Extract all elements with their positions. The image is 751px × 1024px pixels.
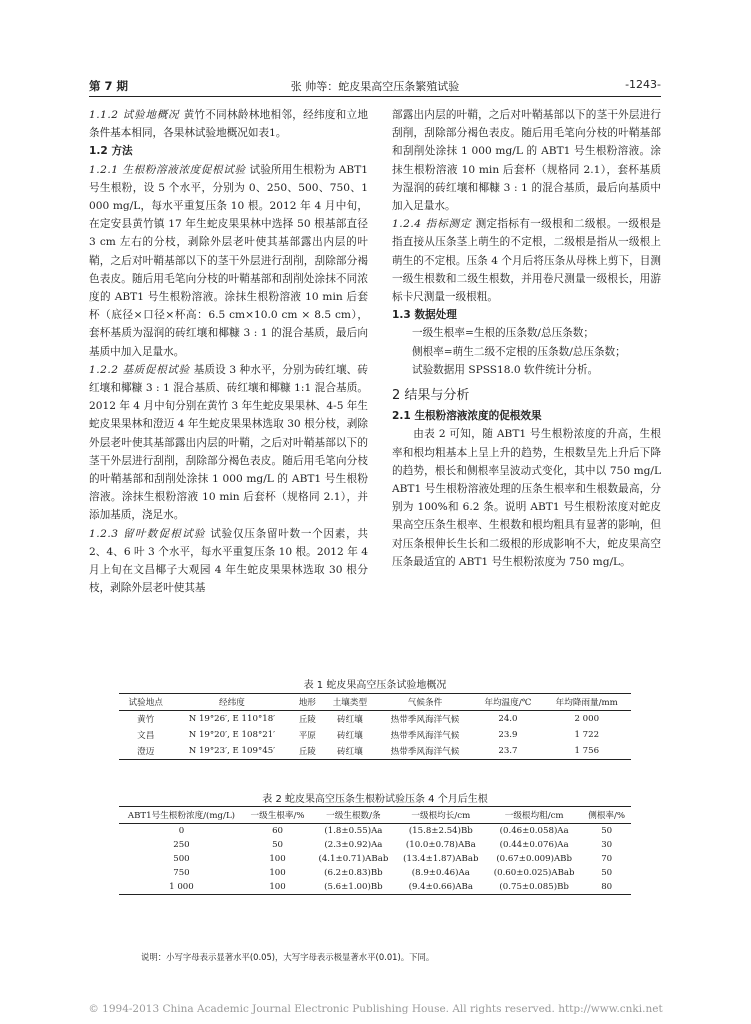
table-cell: 澄迈 <box>119 743 172 760</box>
table-cell: (0.75±0.085)Bb <box>486 880 582 895</box>
table-cell: N 19°23′, E 109°45′ <box>172 743 291 760</box>
table-cell: 60 <box>272 826 283 836</box>
table-cell: 50 <box>601 826 613 836</box>
table-cell: (4.1±0.71)ABab <box>318 854 389 864</box>
table-header-cell: 侧根率/% <box>582 807 631 824</box>
table-cell: (13.4±1.87)ABab <box>403 854 479 864</box>
table-cell: 丘陵 <box>298 715 316 725</box>
section-heading: 1.3 数据处理 <box>392 309 457 322</box>
table1 <box>119 693 631 760</box>
table-cell: 1 756 <box>543 743 631 760</box>
table-cell: (5.6±1.00)Bb <box>311 880 395 895</box>
paragraph-text: 测定指标有一级根和二级根。一级根是指直接从压条茎上萌生的不定根，二级根是指从一级根上萌生的不定根。压条 4 个月后将压条从母株上剪下，目测一级生根数和二级生根数，并用卷尺测量一级根长，用游标卡尺测量一级根粗。 <box>392 218 661 304</box>
table-cell: 1 722 <box>574 730 600 740</box>
table-cell: (0.60±0.025)ABab <box>493 868 575 878</box>
left-column <box>89 106 368 597</box>
page-header <box>89 74 661 97</box>
table-header-cell: 土壤类型 <box>323 694 376 711</box>
table-note: 说明：小写字母表示显著水平(0.05)，大写字母表示极显著水平(0.01)。下同。 <box>141 952 435 962</box>
table-cell: 砖红壤 <box>323 743 376 760</box>
table-cell: (9.4±0.66)ABa <box>396 880 486 895</box>
table-cell: 100 <box>269 868 286 878</box>
table-cell: 750 <box>173 868 190 878</box>
page-number: -1243- <box>625 78 661 91</box>
body-paragraph: 部露出内层的叶鞘，之后对叶鞘基部以下的茎干外层进行刮削，刮除部分褐色表皮。随后用毛笔向分枝的叶鞘基部和刮削处涂抹 1 000 mg/L 的 ABT1 号生根粉溶液。涂抹生根粉溶液 10 min 后套杯（规格同 2.1），套杯基质为湿润的砖红壤和椰糠 3 : 1 的混合基质，最后向基质中加入足量水。 <box>392 109 661 213</box>
table-cell: 500 <box>173 854 190 864</box>
table-cell: (0.44±0.076)Aa <box>499 840 569 850</box>
copyright-footer: © 1994-2013 China Academic Journal Electronic Publishing House. All rights reserved. http://www.cnki.net <box>88 1003 663 1015</box>
table-header-cell: 一级根均长/cm <box>396 807 486 824</box>
formula-line: 试验数据用 SPSS18.0 软件统计分析。 <box>412 363 599 376</box>
body-paragraph <box>89 161 368 361</box>
table-header-cell: ABT1号生根粉浓度/(mg/L) <box>119 807 244 824</box>
table-cell: (0.67±0.009)ABb <box>496 854 572 864</box>
table-cell: 50 <box>601 868 613 878</box>
body-paragraph <box>89 106 368 142</box>
table-cell: 250 <box>173 840 190 850</box>
table-cell: 砖红壤 <box>337 731 363 741</box>
paragraph-text: 试验所用生根粉为 ABT1 号生根粉，设 5 个水平，分别为 0、250、500、750、1 000 mg/L，每水平重复压条 10 根。2012 年 4 月中旬，在定安县黄竹镇 17 年生蛇皮果果林中选择 50 根基部直径 3 cm 左右的分枝，剥除外层老叶使其基部露出内层的叶鞘，之后对叶鞘基部以下的茎干外层进行刮削，刮除部分褐色表皮。随后用毛笔向分枝的叶鞘基部和刮削处涂抹不同浓度的 ABT1 号生根粉溶液。涂抹生根粉溶液 10 min 后套杯（底径×口径×杯高：6.5 cm×10.0 cm × 8.5 cm），套杯基质为湿润的砖红壤和椰糠 3 : 1 的混合基质，最后向基质中加入足量水。 <box>89 163 368 358</box>
table-cell: (6.2±0.83)Bb <box>324 868 383 878</box>
table-cell: 热带季风海洋气候 <box>390 731 460 741</box>
table-cell: 80 <box>582 880 631 895</box>
right-column <box>392 106 661 571</box>
table-header-cell: 年均温度/℃ <box>473 694 542 711</box>
table-cell: 热带季风海洋气候 <box>390 715 460 725</box>
paragraph-text: 基质设 3 种水平，分别为砖红壤、砖红壤和椰糠 3 : 1 混合基质、砖红壤和椰糠 1:1 混合基质。2012 年 4 月中旬分别在黄竹 3 年生蛇皮果果林、4-5 年生蛇皮果果林和澄迈 4 年生蛇皮果果林选取 30 根分枝，剥除外层老叶使其基部露出内层的叶鞘，之后对叶鞘基部以下的茎干外层进行刮削，刮除部分褐色表皮。随后用毛笔向分枝的叶鞘基部和刮削处涂抹 1 000 mg/L 的 ABT1 号生根粉溶液。涂抹生根粉溶液 10 min 后套杯（规格同 2.1），并添加基质，浇足水。 <box>89 363 368 522</box>
table-cell: 平原 <box>298 731 316 741</box>
paragraph-text: 试验仅压条留叶数一个因素，共 2、4、6 叶 3 个水平，每水平重复压条 10 根。2012 年 4 月上旬在文昌椰子大观园 4 年生蛇皮果果林选取 30 根分枝，剥除外层老叶使其基 <box>89 527 368 595</box>
table-cell: 50 <box>272 840 283 850</box>
subsection-label: 1.2.3 留叶数促根试验 <box>89 527 211 540</box>
table-header-cell: 地形 <box>291 694 323 711</box>
formula-line: 侧根率=萌生二级不定根的压条数/总压条数； <box>412 345 626 358</box>
formula-line: 一级生根率=生根的压条数/总压条数； <box>412 327 594 340</box>
table-header-cell: 经纬度 <box>172 694 291 711</box>
subsection-label: 1.1.2 试验地概况 <box>89 109 184 121</box>
table-row <box>119 727 631 743</box>
table-cell: 丘陵 <box>291 743 323 760</box>
table-header-cell: 年均降雨量/mm <box>543 694 631 711</box>
table-row <box>119 866 631 880</box>
table-cell: 23.9 <box>498 730 518 740</box>
table-row <box>119 743 631 760</box>
table-cell: (10.0±0.78)ABa <box>405 840 476 850</box>
table-header-cell: 一级生根率/% <box>244 807 311 824</box>
table-row <box>119 880 631 895</box>
table-cell: (8.9±0.46)Aa <box>411 868 470 878</box>
table-row <box>119 711 631 728</box>
table-cell: (2.3±0.92)Aa <box>324 840 383 850</box>
body-paragraph <box>392 215 661 306</box>
running-title: 张 帅等：蛇皮果高空压条繁殖试验 <box>290 80 460 93</box>
table-cell: 23.7 <box>473 743 542 760</box>
issue-number: 第 7 期 <box>89 79 129 93</box>
table-cell: 黄竹 <box>137 715 155 725</box>
table-cell: 文昌 <box>137 731 155 741</box>
table-row <box>119 824 631 839</box>
table2 <box>119 806 631 895</box>
table-cell: 30 <box>601 840 613 850</box>
body-paragraph <box>89 361 368 525</box>
chapter-heading: 2 结果与分析 <box>392 388 470 404</box>
table-cell: (15.8±2.54)Bb <box>408 826 473 836</box>
table-row <box>119 838 631 852</box>
table-cell: 70 <box>601 854 613 864</box>
table-row <box>119 852 631 866</box>
table-cell: 2 000 <box>574 714 600 724</box>
table-cell: (1.8±0.55)Aa <box>324 826 383 836</box>
table-cell: 100 <box>269 854 286 864</box>
table-header-cell: 一级根均粗/cm <box>486 807 582 824</box>
table-cell: 热带季风海洋气候 <box>377 743 474 760</box>
subsection-label: 1.2.2 基质促根试验 <box>89 363 194 376</box>
table-cell: (0.46±0.058)Aa <box>499 826 569 836</box>
table-cell: N 19°26′, E 110°18′ <box>188 714 276 724</box>
table-cell: 1 000 <box>119 880 244 895</box>
table2-caption: 表 2 蛇皮果高空压条生根粉试验压条 4 个月后生根 <box>262 794 488 805</box>
paragraph-text: 黄竹不同林龄林地相邻，经纬度和立地条件基本相同，各果林试验地概况如表1。 <box>89 109 368 140</box>
table-header-cell: 试验地点 <box>119 694 172 711</box>
section-heading: 2.1 生根粉溶液浓度的促根效果 <box>392 410 542 423</box>
table-cell: N 19°20′, E 108°21′ <box>188 730 276 740</box>
table-cell: 砖红壤 <box>337 715 363 725</box>
table-header-cell: 气候条件 <box>377 694 474 711</box>
subsection-label: 1.2.4 指标测定 <box>392 218 476 231</box>
table-cell: 0 <box>178 826 185 836</box>
body-paragraph: 由表 2 可知，随 ABT1 号生根粉浓度的升高，生根率和根均粗基本上呈上升的趋势，生根数呈先上升后下降的趋势，根长和侧根率呈波动式变化，其中以 750 mg/L ABT1 号生根粉溶液处理的压条生根率和生根数最高，分别为 100%和 6.2 条。说明 ABT1 号生根粉浓度对蛇皮果高空压条生根率、生根数和根均粗具有显著的影响，但对压条根伸长生长和二级根的形成影响不大，蛇皮果高空压条最适宜的 ABT1 号生根粉浓度为 750 mg/L。 <box>392 428 661 568</box>
table-header-cell: 一级生根数/条 <box>311 807 395 824</box>
subsection-label: 1.2.1 生根粉溶液浓度促根试验 <box>89 163 250 176</box>
table1-caption: 表 1 蛇皮果高空压条试验地概况 <box>303 680 447 691</box>
table-cell: 100 <box>244 880 311 895</box>
section-heading: 1.2 方法 <box>89 145 133 158</box>
table-cell: 24.0 <box>498 714 518 724</box>
body-paragraph <box>89 525 368 598</box>
